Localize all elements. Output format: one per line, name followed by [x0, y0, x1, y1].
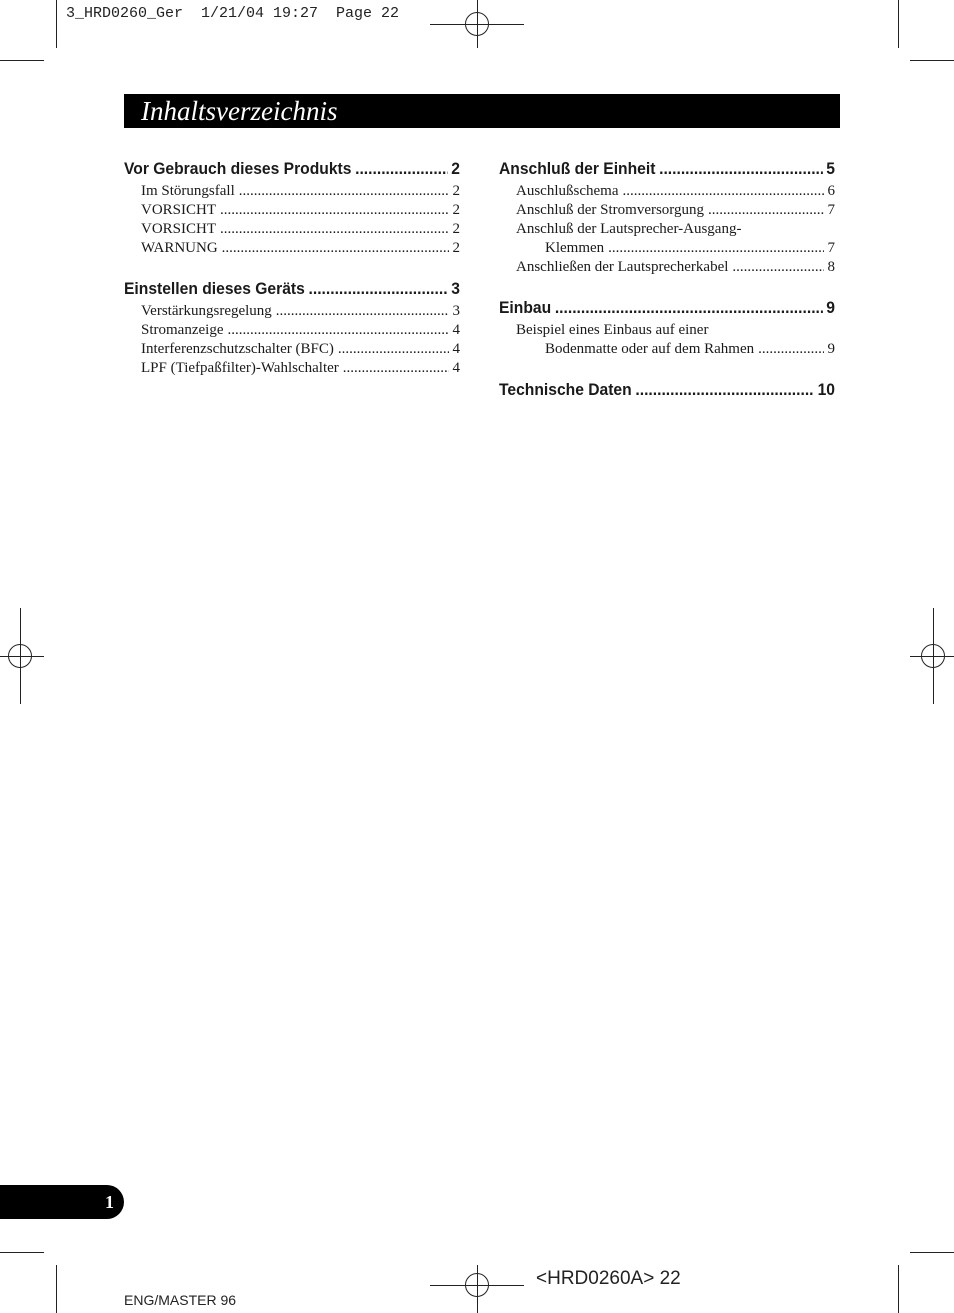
toc-section-title: Technische Daten	[499, 380, 632, 399]
toc-section-page: 10	[817, 380, 836, 399]
toc-section	[124, 156, 460, 258]
toc-entry-page: 7	[827, 202, 835, 218]
toc-entry-title: Auschlußschema	[516, 183, 619, 199]
crop-mark	[898, 1265, 899, 1313]
footer-master-label: ENG/MASTER 96	[124, 1292, 237, 1308]
toc-entry[interactable]	[124, 220, 460, 239]
leader-dots	[276, 302, 449, 321]
toc-section	[124, 276, 460, 378]
toc-entry[interactable]	[124, 201, 460, 220]
toc-entry-page: 8	[827, 259, 835, 275]
leader-dots	[732, 258, 823, 277]
toc-entry-title: Verstärkungsregelung	[141, 303, 272, 319]
toc-entry-page: 9	[827, 341, 835, 357]
toc-entry-title: Stromanzeige	[141, 322, 224, 338]
leader-dots	[338, 340, 449, 359]
toc-entry-title: LPF (Tiefpaßfilter)-Wahlschalter	[141, 360, 339, 376]
toc-entry-page: 2	[452, 183, 460, 199]
toc-section-title: Einstellen dieses Geräts	[124, 279, 305, 298]
toc-entry[interactable]	[499, 220, 835, 239]
toc-entry[interactable]	[124, 359, 460, 378]
page-number: 1	[105, 1192, 114, 1212]
toc-entry-title: Anschließen der Lautsprecherkabel	[516, 259, 729, 275]
toc-section-title: Vor Gebrauch dieses Produkts	[124, 159, 352, 178]
toc-entry-page: 3	[452, 303, 460, 319]
registration-circle	[465, 1273, 489, 1297]
crop-mark	[56, 0, 57, 48]
leader-dots	[220, 220, 448, 239]
toc-entry-title: Beispiel eines Einbaus auf einer	[516, 322, 709, 338]
toc-entry[interactable]	[124, 182, 460, 201]
toc-entry-title: Interferenzschutzschalter (BFC)	[141, 341, 334, 357]
toc-section-heading[interactable]	[499, 156, 835, 182]
crop-mark	[0, 1252, 44, 1253]
toc-entry[interactable]	[124, 239, 460, 258]
print-slug: 3_HRD0260_Ger 1/21/04 19:27 Page 22	[66, 5, 400, 22]
toc-entry-page: 4	[452, 360, 460, 376]
crop-mark	[910, 1252, 954, 1253]
leader-dots	[555, 295, 823, 321]
toc-entry-title: Anschluß der Stromversorgung	[516, 202, 705, 218]
toc-entry-title: Bodenmatte oder auf dem Rahmen	[545, 341, 755, 357]
crop-mark	[910, 60, 954, 61]
leader-dots	[758, 340, 823, 359]
toc-entry-page: 2	[452, 221, 460, 237]
registration-circle	[921, 644, 945, 668]
toc-entry[interactable]	[499, 258, 835, 277]
toc-section-heading[interactable]	[499, 377, 835, 403]
leader-dots	[659, 156, 823, 182]
toc-section-heading[interactable]	[124, 276, 460, 302]
leader-dots	[635, 377, 814, 403]
toc-right-column	[499, 156, 835, 421]
toc-entry[interactable]	[124, 340, 460, 359]
crop-mark	[0, 60, 44, 61]
toc-section	[499, 377, 835, 403]
toc-entry-title: VORSICHT	[141, 221, 217, 237]
toc-entry[interactable]	[499, 182, 835, 201]
leader-dots	[227, 321, 448, 340]
toc-entry-page: 2	[452, 240, 460, 256]
page-number-tab	[0, 1185, 124, 1219]
leader-dots	[239, 182, 449, 201]
leader-dots	[622, 182, 823, 201]
toc-section-page: 9	[826, 298, 836, 317]
toc-entry-title: Klemmen	[545, 240, 605, 256]
page-title: Inhaltsverzeichnis	[141, 96, 338, 126]
toc-section-title: Einbau	[499, 298, 552, 317]
toc-section-heading[interactable]	[499, 295, 835, 321]
toc-entry-title: WARNUNG	[141, 240, 218, 256]
toc-entry-page: 6	[827, 183, 835, 199]
leader-dots	[608, 239, 823, 258]
toc-entry[interactable]	[124, 302, 460, 321]
toc-entry-title: VORSICHT	[141, 202, 217, 218]
toc-section-page: 5	[826, 159, 836, 178]
toc-entry-page: 7	[827, 240, 835, 256]
leader-dots	[220, 201, 448, 220]
leader-dots	[708, 201, 823, 220]
toc-entry-page: 2	[452, 202, 460, 218]
toc-section-page: 2	[451, 159, 461, 178]
toc-entry-page: 4	[452, 322, 460, 338]
toc-section	[499, 295, 835, 359]
toc-entry[interactable]	[499, 321, 835, 340]
toc-section-heading[interactable]	[124, 156, 460, 182]
toc-entry-title: Im Störungsfall	[141, 183, 235, 199]
crop-mark	[56, 1265, 57, 1313]
toc-section-title: Anschluß der Einheit	[499, 159, 656, 178]
toc-section-page: 3	[451, 279, 461, 298]
leader-dots	[309, 276, 448, 302]
toc-entry-page: 4	[452, 341, 460, 357]
registration-circle	[465, 12, 489, 36]
toc-section	[499, 156, 835, 277]
footer-doc-code: <HRD0260A> 22	[536, 1268, 681, 1289]
title-bar	[124, 94, 840, 128]
toc-left-column	[124, 156, 460, 396]
toc-entry-continuation[interactable]	[499, 340, 835, 359]
crop-mark	[898, 0, 899, 48]
toc-entry-title: Anschluß der Lautsprecher-Ausgang-	[516, 221, 742, 237]
toc-entry[interactable]	[124, 321, 460, 340]
registration-circle	[8, 644, 32, 668]
leader-dots	[343, 359, 449, 378]
toc-entry-continuation[interactable]	[499, 239, 835, 258]
toc-entry[interactable]	[499, 201, 835, 220]
leader-dots	[355, 156, 447, 182]
leader-dots	[222, 239, 449, 258]
